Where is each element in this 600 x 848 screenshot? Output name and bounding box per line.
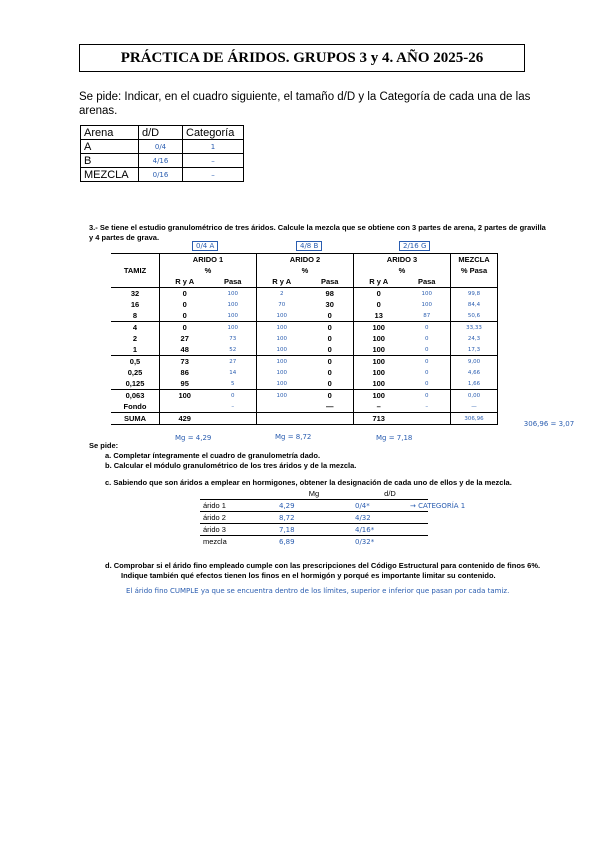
- col-arido2: ARIDO 2: [257, 254, 354, 266]
- item-a: a. Completar íntegramente el cuadro de granulometría dado.: [105, 451, 321, 460]
- intro-text: Se pide: Indicar, en el cuadro siguiente, el tamaño d/D y la Categoría de cada una de las arenas.: [79, 91, 531, 117]
- table-row: Fondo – — – – —: [111, 401, 498, 413]
- table-row: A 0/4 1: [81, 140, 244, 154]
- table-row: 8 0 100 100 0 13 87 50,6: [111, 310, 498, 322]
- table-row: árido 1 4,29 0/4*: [200, 500, 428, 512]
- table-row: MEZCLA 0/16 –: [81, 168, 244, 182]
- table-row: 0,063 100 0 100 0 100 0 0,00: [111, 390, 498, 402]
- table-row: árido 2 8,72 4/32: [200, 512, 428, 524]
- granulometry-table: ARIDO 1 ARIDO 2 ARIDO 3 MEZCLA TAMIZ % % % % Pasa R y A Pasa R y A Pasa R y A Pasa 32 0 100 2 98 0 100 99,8 16 0 100 70 30 0 100 84,4 8 0 100 100 0 13 87 50,6 4 0 100 100 0 100 0 33,33 2 27 73 100 0 100 0 24,3 1 48 52 100 0 100 0 17,3 0,5 73 27 100 0 100 0 9,00 0,25 86 14 100 0 100 0 4,66 0,125 95 5 100 0 100 0 1,66 0,063 100 0 100 0 100 0 0,00 Fondo – — – – — SUMA 429 713 306,96: [111, 253, 498, 425]
- col-arido1: ARIDO 1: [160, 254, 257, 266]
- mg-note-2: Mg = 8,72: [275, 433, 312, 441]
- question-3: 3.- Se tiene el estudio granulométrico de tres áridos. Calcule la mezcla que se obtiene con 3 partes de arena, 2 partes de gravilla y 4 partes de grava.: [89, 223, 546, 242]
- table-row: 4 0 100 100 0 100 0 33,33: [111, 322, 498, 334]
- header-categoria: Categoría: [183, 126, 244, 140]
- table-row: SUMA 429 713 306,96: [111, 413, 498, 425]
- item-c: c. Sabiendo que son áridos a emplear en hormigones, obtener la designación de cada uno de ellos y de la mezcla.: [105, 478, 512, 487]
- mg-note-1: Mg = 4,29: [175, 434, 212, 442]
- table-row: árido 3 7,18 4/16*: [200, 524, 428, 536]
- annotation: 4/8 B: [296, 241, 322, 251]
- item-d2: Indique también qué efectos tienen los finos en el hormigón y porqué es importante limitar su contenido.: [121, 571, 496, 580]
- page-title: PRÁCTICA DE ÁRIDOS. GRUPOS 3 y 4. AÑO 2025-26: [79, 44, 525, 72]
- annotation: 0/4 A: [192, 241, 218, 251]
- table-row: 0,25 86 14 100 0 100 0 4,66: [111, 367, 498, 378]
- col-mezcla: MEZCLA: [451, 254, 498, 266]
- side-note: 306,96 = 3,07: [523, 420, 575, 428]
- table-row: 0,125 95 5 100 0 100 0 1,66: [111, 378, 498, 390]
- header-dD: d/D: [139, 126, 183, 140]
- table-row: 0,5 73 27 100 0 100 0 9,00: [111, 356, 498, 368]
- table-row: 1 48 52 100 0 100 0 17,3: [111, 344, 498, 356]
- mg-note-3: Mg = 7,18: [376, 434, 413, 442]
- item-d1: d. Comprobar si el árido fino empleado cumple con las prescripciones del Código Estructural para contenido de finos 6%.: [105, 561, 541, 570]
- header-arena: Arena: [81, 126, 139, 140]
- tamiz-label: TAMIZ: [123, 266, 147, 275]
- mg-table: Mg d/D árido 1 4,29 0/4* árido 2 8,72 4/32 árido 3 7,18 4/16* mezcla 6,89 0/32*: [200, 488, 428, 547]
- table-row: mezcla 6,89 0/32*: [203, 537, 375, 546]
- table-row: 16 0 100 70 30 0 100 84,4: [111, 299, 498, 310]
- arena-table: [80, 125, 244, 182]
- category-note: → CATEGORÍA 1: [410, 502, 466, 510]
- se-pide: Se pide:: [89, 441, 119, 450]
- item-b: b. Calcular el módulo granulométrico de los tres áridos y de la mezcla.: [105, 461, 357, 470]
- table-row: B 4/16 –: [81, 154, 244, 168]
- annotation: 2/16 G: [399, 241, 430, 251]
- table-row: 2 27 73 100 0 100 0 24,3: [111, 333, 498, 344]
- answer-d: El árido fino CUMPLE ya que se encuentra dentro de los límites, superior e inferior que pasan por cada tamiz.: [126, 587, 510, 595]
- col-arido3: ARIDO 3: [354, 254, 451, 266]
- table-row: 32 0 100 2 98 0 100 99,8: [111, 288, 498, 300]
